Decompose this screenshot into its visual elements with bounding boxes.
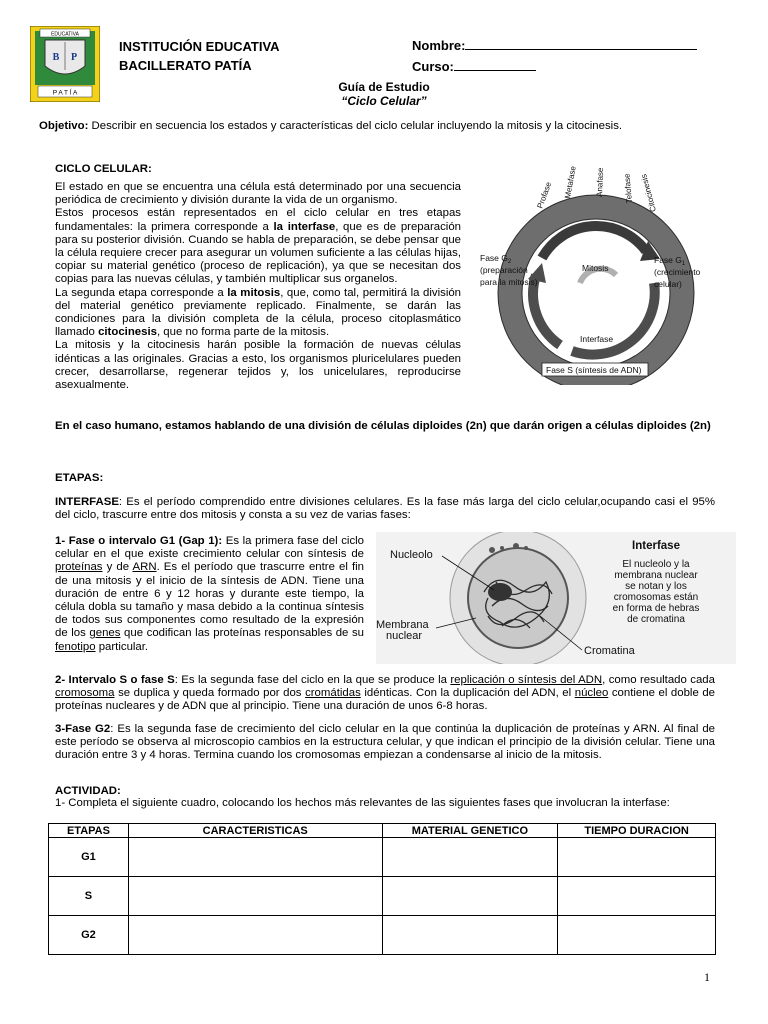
activity-instruction: 1- Completa el siguiente cuadro, colocando los hechos más relevantes de las siguientes fases que involucran la interfase: [55,797,670,809]
term-interfase: la interfase [273,220,336,233]
link-replicacion[interactable]: replicación o síntesis del ADN [450,674,603,686]
stages-heading: ETAPAS: [55,472,104,484]
g1-label-line3: celular) [654,279,682,289]
school-name-line2: BACILLERATO PATÍA [119,58,252,73]
col-etapas: ETAPAS [49,824,129,838]
name-label: Nombre: [412,38,466,53]
objective [39,120,639,133]
membrana-label-line2: nuclear [386,630,423,642]
table-row [49,877,716,916]
s-paragraph [55,674,715,714]
cell-s-material[interactable] [382,877,558,916]
link-fenotipo[interactable]: fenotipo [55,640,96,653]
s-phase-label: Fase S (síntesis de ADN) [546,365,642,375]
logo-right-letter: P [70,52,78,63]
g1-label: 1- Fase o intervalo G1 (Gap 1): [55,535,223,547]
interfase-paragraph [55,496,715,522]
cell-cycle-diagram [476,163,720,385]
row-label-s: S [49,877,129,916]
g1-paragraph [55,535,364,654]
phase-label-profase: Profase [535,180,554,210]
term-citocinesis: citocinesis [98,326,157,339]
interfase-label: INTERFASE [55,496,119,508]
mitosis-label: Mitosis [582,263,609,273]
link-cromatidas[interactable]: cromátidas [305,687,361,700]
s-label: 2- Intervalo S o fase S [55,674,175,686]
cell-g1-tiempo[interactable] [558,838,716,877]
cell-g2-caracteristicas[interactable] [128,916,382,955]
cell-g1-material[interactable] [382,838,558,877]
cell-desc-line-2: membrana nuclear [614,570,698,581]
cell-s-caracteristicas[interactable] [128,877,382,916]
cycle-paragraph-2 [55,207,461,286]
cell-diagram-title: Interfase [632,540,680,552]
g2-label-line2: (preparación [480,265,528,275]
guide-title: Guía de Estudio [338,80,430,94]
col-material-genetico: MATERIAL GENETICO [382,824,558,838]
text-span: se duplica y queda formado por dos [114,687,306,700]
g2-fase-text: Fase G [480,253,508,263]
objective-label: Objetivo: [39,120,89,132]
g1-label-line2: (crecimiento [654,267,701,277]
g2-label-line3: para la mitosis) [480,277,538,287]
cell-desc-line-6: de cromatina [627,614,685,625]
cell-desc-line-3: se notan y los [625,581,687,592]
cell-desc-line-1: El nucleolo y la [622,559,690,570]
objective-text: Describir en secuencia los estados y características del ciclo celular incluyendo la mitosis y la citocinesis. [88,120,623,132]
link-nucleo[interactable]: núcleo [574,687,609,700]
cromatina-label: Cromatina [584,645,635,657]
text-span: Estos procesos están representados en el ciclo celular en tres etapas fundamentales: la primera corresponde a [55,207,461,233]
link-arn[interactable]: ARN [132,561,157,574]
phase-label-anafase: Anafase [595,167,606,198]
phase-label-citocinesis: Citocinesis [639,173,658,213]
activity-heading: ACTIVIDAD: [55,785,121,797]
guide-subtitle: “Ciclo Celular” [341,94,427,108]
table-row [49,838,716,877]
cycle-paragraph-3 [55,287,461,340]
text-span: particular. [95,640,149,653]
row-label-g1: G1 [49,838,129,877]
text-span: y de [102,561,133,574]
cycle-paragraph-1: El estado en que se encuentra una célula está determinado por una secuencia periódica de crecimiento y división durante la vida de un organismo. [55,181,461,207]
cell-desc-line-5: en forma de hebras [612,603,700,614]
human-note: En el caso humano, estamos hablando de una división de células diploides (2n) que darán origen a células diploides (2n) [55,420,711,432]
g2-text: : Es la segunda fase de crecimiento del ciclo celular en la que continúa la duplicación de proteínas y ARN. Al final de este período se observa al microscopio cambios en la estructura celular, y que indican el principio de la división celular. Tiene una duración entre 3 y 4 horas. Termina cuando los cromosomas empiezan a condensarse al inicio de la mitosis. [55,723,715,762]
logo-left-letter: B [52,52,60,63]
g2-subscript: 2 [507,259,512,265]
term-mitosis: la mitosis [227,286,281,299]
text-span: , que, como tal, permitirá la división del material genético previamente replicado. Finalmente, se darán las condiciones para la división completa de la célula, proceso citoplasmático llamado [55,286,462,339]
interphase-cell-diagram [376,532,736,664]
cell-g1-caracteristicas[interactable] [128,838,382,877]
col-tiempo-duracion: TIEMPO DURACION [558,824,716,838]
text-span: . Es el período que trascurre entre el fin de una mitosis y el inicio de la síntesis de ADN. Tiene una duración de entre 6 y 12 horas y durante este tiempo, la célula dobla su tamaño y masa debido a la continua síntesis de todos sus componentes como resultado de la expresión de los [55,561,365,640]
cell-g2-material[interactable] [382,916,558,955]
phase-label-metafase: Metafase [563,165,578,200]
link-cromosoma[interactable]: cromosoma [55,687,115,700]
link-proteinas[interactable]: proteínas [55,561,103,574]
text-span: idénticas. Con la duplicación del ADN, el [360,687,575,700]
membrana-label-line1: Membrana [376,619,429,631]
interfase-text: : Es el período comprendido entre divisiones celulares. Es la fase más larga del ciclo celular,ocupando casi el 95% del ciclo, trascurre entre dos mitosis y consta a su vez de varias fases: [55,496,715,522]
text-span: , que es de preparación para su posterior división. Cuando se habla de preparación, se debe pensar que la célula requiere crecer para asegurar un volumen suficiente a las células hijas, copiar su material genético (proceso de replicación), ya que se necesitan dos copias para las nuevas células, y también multiplicar sus organelos. [55,220,461,286]
text-span: La segunda etapa corresponde a [55,286,228,299]
text-span: , que no forma parte de la mitosis. [156,326,330,339]
school-name-line1: INSTITUCIÓN EDUCATIVA [119,39,280,54]
logo-top-text: EDUCATIVA [51,31,79,38]
cell-s-tiempo[interactable] [558,877,716,916]
text-span: , como resultado cada [602,674,715,686]
nucleolo-label: Nucleolo [390,549,433,561]
g2-label: 3-Fase G2 [55,723,111,735]
phase-label-telofase: Telofase [622,173,634,204]
g1-fase-text: Fase G [654,255,682,265]
cycle-heading: CICLO CELULAR: [55,163,152,175]
cycle-paragraph-4: La mitosis y la citocinesis harán posible la formación de nuevas células idénticas a las originales. Gracias a esto, los organismos pluricelulares pueden crecer, desarrollarse, regenerar tejidos y, los unicelulares, reproducirse asexualmente. [55,339,461,392]
text-span: Es la primera fase del ciclo celular en el que existe crecimiento celular con síntesis de [55,535,365,561]
text-span: : Es la segunda fase del ciclo en la que se produce la [174,674,451,686]
g2-paragraph [55,723,715,763]
cell-desc-line-4: cromosomas están [613,592,699,603]
course-blank-line[interactable] [454,57,536,71]
text-span: contiene el doble de proteínas nucleares y de ADN que al principio. Tiene una duración de unos 6-8 horas. [55,687,715,713]
link-genes[interactable]: genes [89,627,121,640]
table-row [49,916,716,955]
name-field[interactable] [412,36,697,53]
cell-g2-tiempo[interactable] [558,916,716,955]
activity-table-header [49,824,716,838]
row-label-g2: G2 [49,916,129,955]
text-span: que codifican las proteínas responsables de su [120,627,365,640]
g1-subscript: 1 [681,261,686,267]
col-caracteristicas: CARACTERISTICAS [128,824,382,838]
interfase-label: Interfase [580,334,614,344]
logo-bottom-text: P A T Í A [52,89,78,97]
g2-label-line1 [480,253,512,265]
name-blank-line[interactable] [465,36,697,50]
course-label: Curso: [412,59,454,74]
course-field[interactable] [412,57,536,74]
page-number: 1 [704,970,710,984]
cycle-text-block [55,181,461,392]
activity-table [48,823,716,955]
